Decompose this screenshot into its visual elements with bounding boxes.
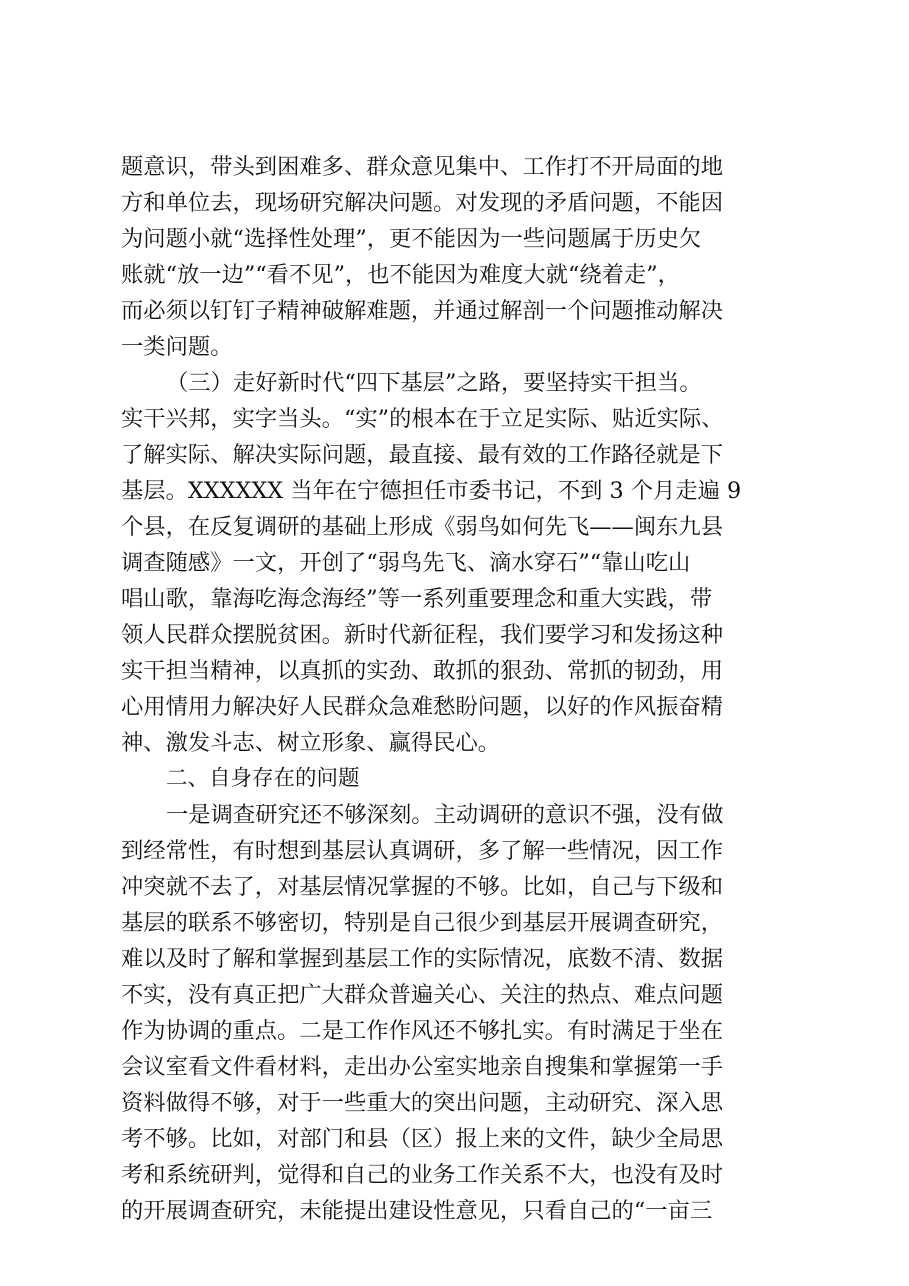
text-line: 调查随感》一文，开创了“弱鸟先飞、滴水穿石”“靠山吃山 xyxy=(121,550,691,576)
text-line: 而必须以钉钉子精神破解难题，并通过解剖一个问题推动解决 xyxy=(121,298,724,324)
text-line: 方和单位去，现场研究解决问题。对发现的矛盾问题，不能因 xyxy=(121,190,724,216)
text-line: 作为协调的重点。二是工作作风还不够扎实。有时满足于坐在 xyxy=(121,1018,724,1044)
section-heading-3: （三）走好新时代“四下基层”之路，要坚持实干担当。 xyxy=(166,370,702,396)
text-line: 领人民群众摆脱贫困。新时代新征程，我们要学习和发扬这种 xyxy=(121,622,724,648)
text-line: 神、激发斗志、树立形象、赢得民心。 xyxy=(121,730,501,756)
text-line: 到经常性，有时想到基层认真调研，多了解一些情况，因工作 xyxy=(121,838,724,864)
text-line: 不实，没有真正把广大群众普遍关心、关注的热点、难点问题 xyxy=(121,982,724,1008)
text-line: 难以及时了解和掌握到基层工作的实际情况，底数不清、数据 xyxy=(121,946,724,972)
text-line: 考不够。比如，对部门和县（区）报上来的文件，缺少全局思 xyxy=(121,1126,724,1152)
text-line: 冲突就不去了，对基层情况掌握的不够。比如，自己与下级和 xyxy=(121,874,724,900)
text-line: 实干兴邦，实字当头。“实”的根本在于立足实际、贴近实际、 xyxy=(121,406,724,432)
text-line: 考和系统研判，觉得和自己的业务工作关系不大，也没有及时 xyxy=(121,1162,724,1188)
text-line: 唱山歌，靠海吃海念海经”等一系列重要理念和重大实践，带 xyxy=(121,586,713,612)
text-line: 心用情用力解决好人民群众急难愁盼问题，以好的作风振奋精 xyxy=(121,694,724,720)
text-line: 基层的联系不够密切，特别是自己很少到基层开展调查研究， xyxy=(121,910,724,936)
text-line: 资料做得不够，对于一些重大的突出问题，主动研究、深入思 xyxy=(121,1090,724,1116)
text-line: 会议室看文件看材料，走出办公室实地亲自搜集和掌握第一手 xyxy=(121,1054,724,1080)
text-line: 为问题小就“选择性处理”，更不能因为一些问题属于历史欠 xyxy=(121,226,702,252)
text-line: 账就“放一边”“看不见”，也不能因为难度大就“绕着走”， xyxy=(121,262,680,288)
text-line: 个县，在反复调研的基础上形成《弱鸟如何先飞——闽东九县 xyxy=(121,514,724,540)
text-line: 题意识，带头到困难多、群众意见集中、工作打不开局面的地 xyxy=(121,154,724,180)
text-line: 了解实际、解决实际问题，最直接、最有效的工作路径就是下 xyxy=(121,442,724,468)
text-line: 实干担当精神，以真抓的实劲、敢抓的狠劲、常抓的韧劲，用 xyxy=(121,658,724,684)
text-line: 一类问题。 xyxy=(121,334,233,360)
text-line: 一是调查研究还不够深刻。主动调研的意识不强，没有做 xyxy=(166,802,724,828)
text-line: 基层。XXXXXX 当年在宁德担任市委书记，不到 3 个月走遍 9 xyxy=(121,478,742,504)
section-heading-2: 二、自身存在的问题 xyxy=(166,766,360,791)
text-line: 的开展调查研究，未能提出建设性意见，只看自己的“一亩三 xyxy=(121,1198,713,1224)
